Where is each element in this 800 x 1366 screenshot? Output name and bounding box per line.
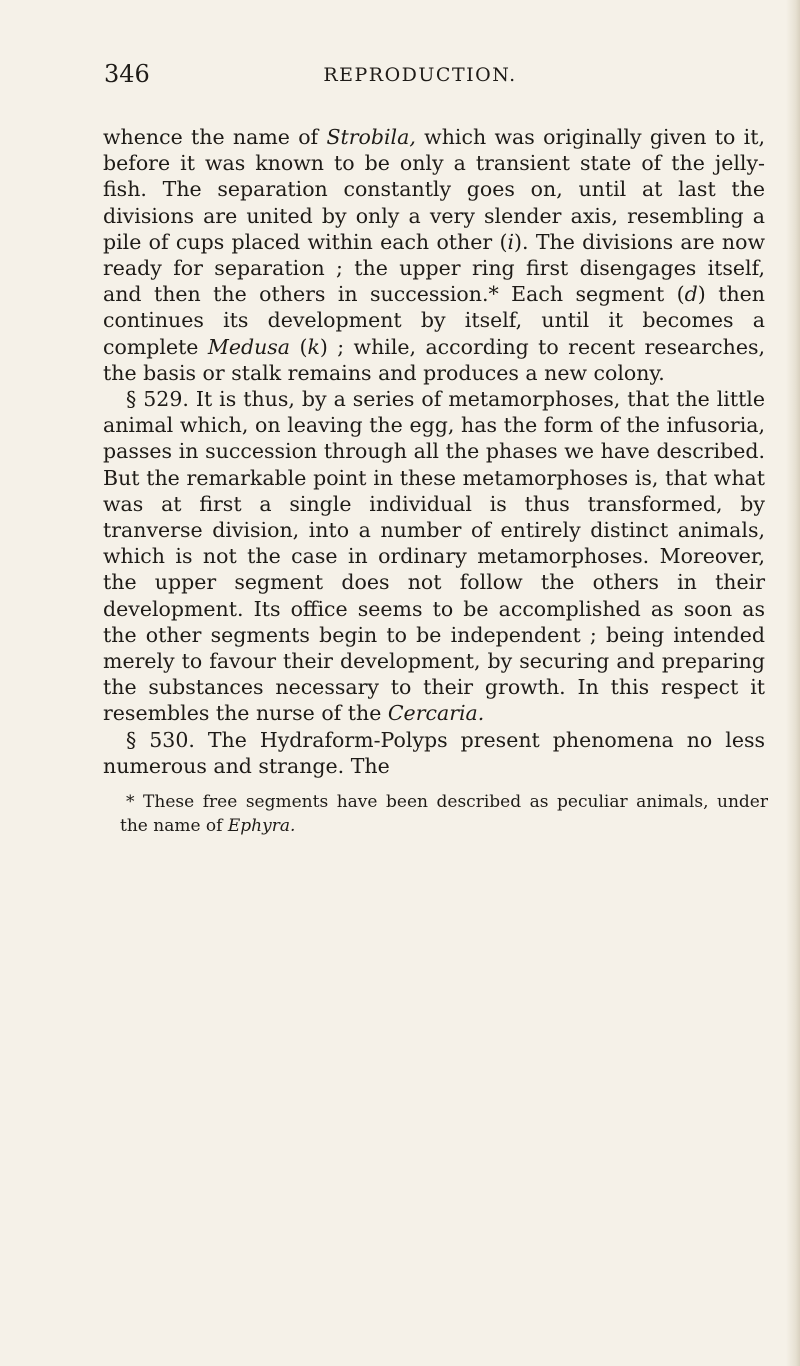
body-text (103, 124, 765, 779)
page-edge (786, 0, 800, 1366)
paragraph-529: § 529. It is thus, by a series of metamorphoses, that the little animal which, on leaving the egg, has the form of the infusoria, passes in succession through all the phases we have described. But the remarkable point in these metamorphoses is, that what was at first a single individual is thus transformed, by tranverse division, into a number of entirely distinct animals, which is not the case in ordinary metamorphoses. Moreover, the upper segment does not follow the others in their development. Its office seems to be accomplished as soon as the other segments begin to be independent ; being intended merely to favour their development, by securing and preparing the substances necessary to their growth. In this respect it resembles the nurse of the Cercaria. (103, 387, 765, 726)
running-title: REPRODUCTION. (323, 64, 517, 86)
page-number: 346 (104, 60, 150, 88)
paragraph-530-first-line: § 530. The Hydraform-Polyps present phenomena no less numerous and strange. The (103, 727, 765, 778)
paragraph-strobila: whence the name of Strobila, which was originally given to it, before it was known to be only a transient state of the jelly-fish. The separation constantly goes on, until at last the divisions are united by only a very slender axis, resembling a pile of cups placed within each other (i). The divisions are now ready for separation ; the upper ring first disengages itself, and then the others in succession.* Each segment (d) then continues its development by itself, until it becomes a complete Medusa (k) ; while, according to recent researches, the basis or stalk remains and produces a new colony. (103, 125, 765, 385)
footnote: * These free segments have been described as peculiar animals, under the name of Ephyra. (120, 792, 768, 836)
page-header (104, 60, 730, 100)
